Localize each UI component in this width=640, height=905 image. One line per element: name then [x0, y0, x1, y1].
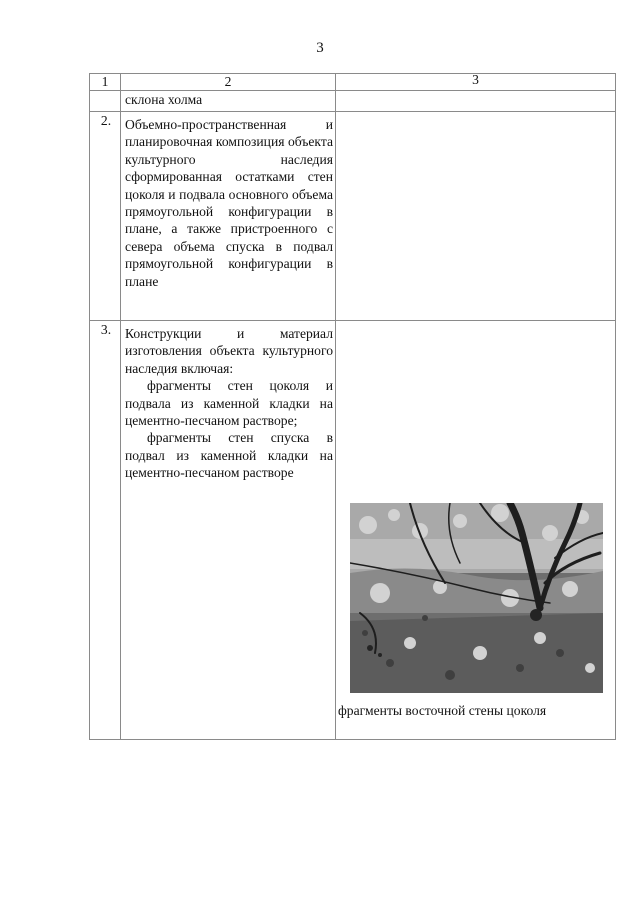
header-col-1: 1	[90, 74, 121, 91]
row-intro: Конструкции и материал изготовления объекта культурного наследия включая:	[125, 326, 333, 376]
photo-cell	[336, 321, 616, 740]
row-text-body: Объемно-пространственная и планировочная композиция объекта культурного наследия сформированная остатками стен цоколя и подвала основного объема прямоугольной конфигурации в плане, а также пристроенного с севера объема спуска в подвал прямоугольной конфигурации в плане	[125, 117, 333, 289]
row-col3	[336, 91, 616, 112]
row-text: склона холма	[121, 91, 336, 112]
page-number: 3	[316, 40, 324, 56]
row-text	[121, 112, 336, 321]
table-header-row	[90, 74, 616, 91]
table-row	[90, 91, 616, 112]
row-text	[121, 321, 336, 740]
header-col-2: 2	[121, 74, 336, 91]
photo-illustration	[350, 503, 603, 693]
row-number: 3.	[90, 321, 121, 740]
row-number	[90, 91, 121, 112]
header-col-3: 3	[336, 74, 616, 91]
row-number: 2.	[90, 112, 121, 321]
table-row	[90, 321, 616, 740]
list-item: фрагменты стен спуска в подвал из каменной кладки на цементно-песчаном растворе	[125, 430, 333, 481]
data-table	[89, 73, 616, 740]
table-row	[90, 112, 616, 321]
row-col3	[336, 112, 616, 321]
list-item: фрагменты стен цоколя и подвала из каменной кладки на цементно-песчаном растворе;	[125, 378, 333, 429]
photo-caption: фрагменты восточной стены цоколя	[338, 703, 547, 718]
site-photo	[350, 503, 603, 693]
